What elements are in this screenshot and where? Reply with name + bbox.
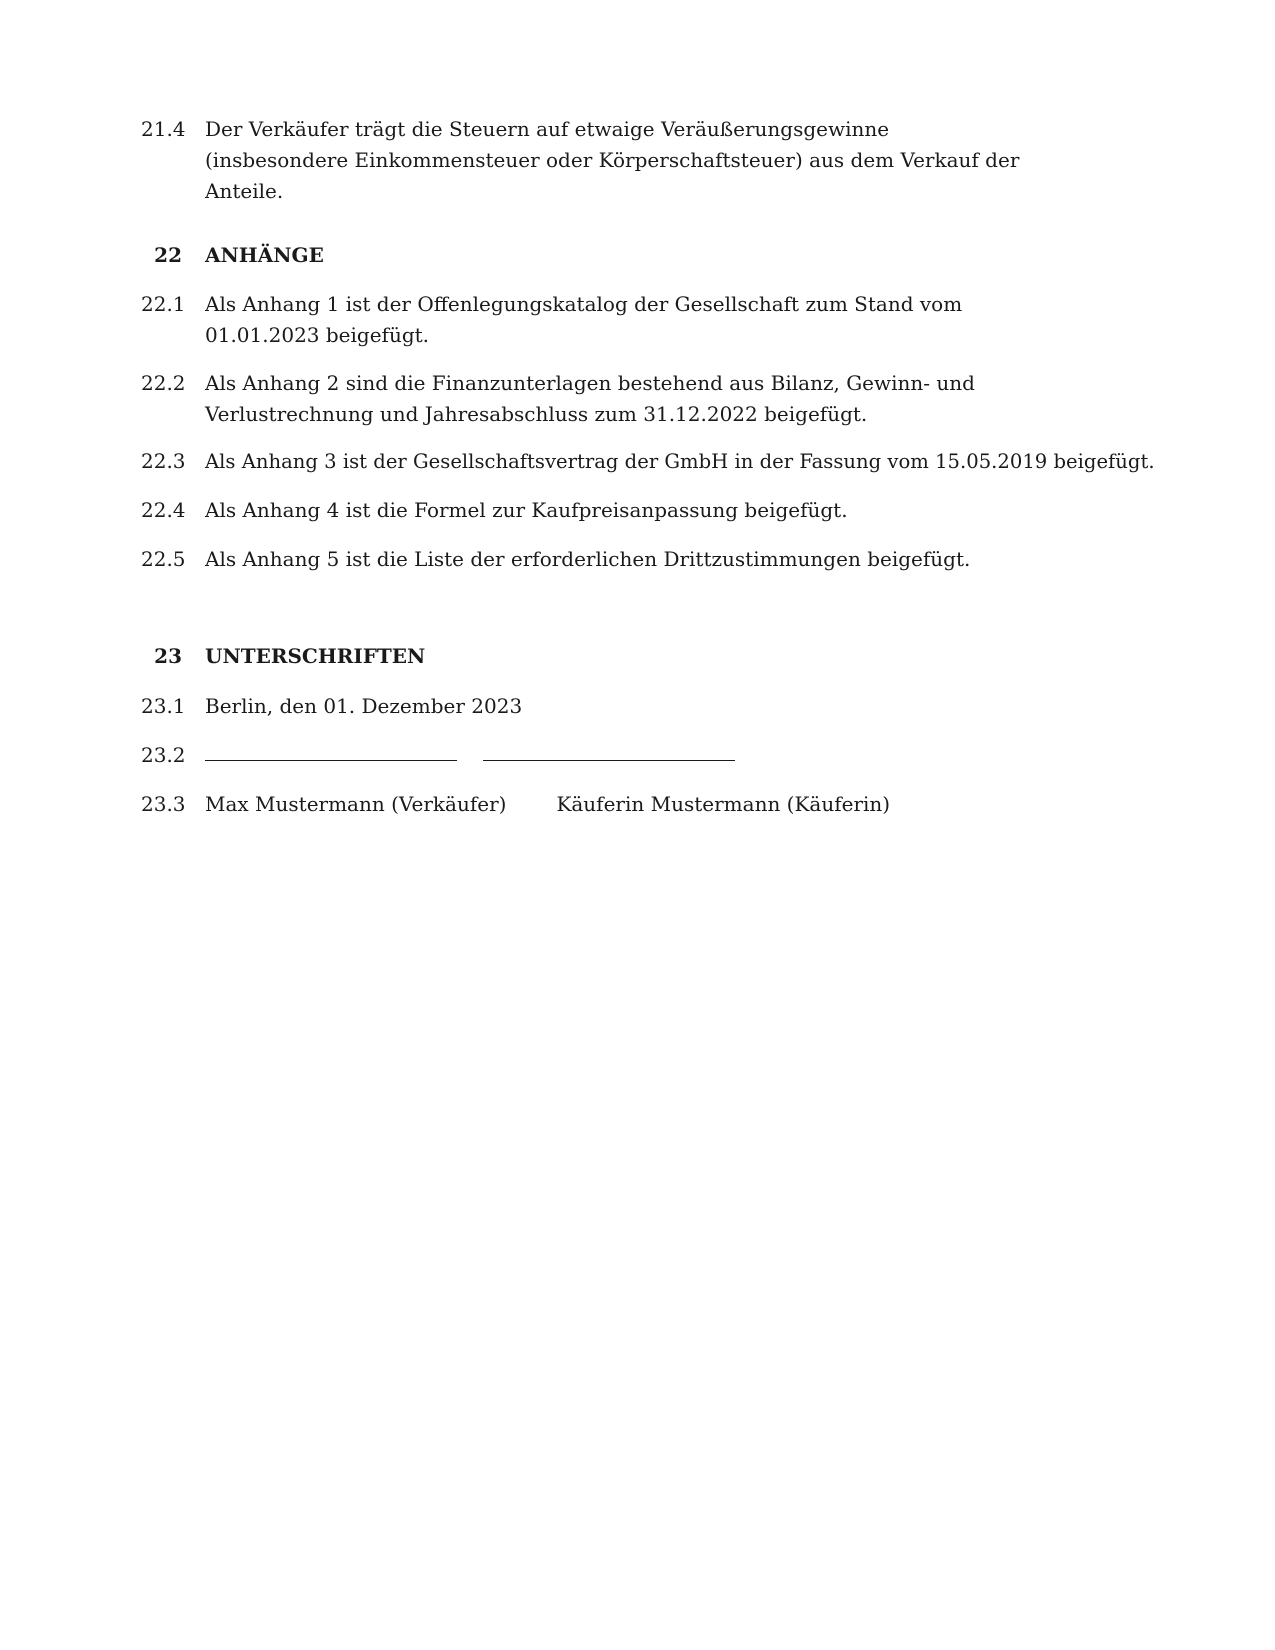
buyer-signature-line: [483, 740, 735, 761]
signatory-names: [205, 789, 1151, 820]
clause-number: 21.4: [141, 117, 186, 141]
clause-number: 23.2: [141, 743, 186, 767]
clause-number: 23.1: [141, 694, 186, 718]
clause-number: 22.3: [141, 449, 186, 473]
seller-signature-line: [205, 740, 457, 761]
clause-text: Als Anhang 2 sind die Finanzunterlagen bestehend aus Bilanz, Gewinn- und Verlustrechnung und Jahresabschluss zum 31.12.2022 beigefügt.: [205, 371, 975, 426]
clause-number: 22.2: [141, 371, 186, 395]
clause-23-3: [141, 789, 1151, 820]
clause-number: 22.5: [141, 547, 186, 571]
clause-22-2: [141, 368, 1151, 430]
clause-22-4: [141, 495, 1151, 526]
buyer-name: Käuferin Mustermann (Käuferin): [556, 792, 891, 816]
section-heading-23: [141, 641, 1151, 672]
clause-text: Als Anhang 1 ist der Offenlegungskatalog der Gesellschaft zum Stand vom 01.01.2023 beigefügt.: [205, 292, 963, 347]
clause-22-1: [141, 289, 1151, 351]
section-title: UNTERSCHRIFTEN: [205, 644, 426, 668]
clause-23-1: [141, 691, 1151, 722]
clause-text: Der Verkäufer trägt die Steuern auf etwaige Veräußerungsgewinne (insbesondere Einkommensteuer oder Körperschaftsteuer) aus dem Verkauf der Anteile.: [205, 117, 1020, 203]
section-number: 22: [154, 243, 182, 267]
clause-21-4: [141, 114, 1151, 207]
clause-23-2: [141, 740, 1151, 771]
clause-text: Als Anhang 5 ist die Liste der erforderlichen Drittzustimmungen beigefügt.: [205, 547, 971, 571]
seller-name: Max Mustermann (Verkäufer): [205, 792, 507, 816]
signing-place-date: Berlin, den 01. Dezember 2023: [205, 694, 523, 718]
clause-text: Als Anhang 3 ist der Gesellschaftsvertrag der GmbH in der Fassung vom 15.05.2019 beigefügt.: [205, 450, 1155, 473]
clause-number: 22.1: [141, 292, 186, 316]
clause-number: 22.4: [141, 498, 186, 522]
clause-number: 23.3: [141, 792, 186, 816]
section-number: 23: [154, 644, 182, 668]
section-title: ANHÄNGE: [205, 243, 324, 267]
clause-22-5: [141, 544, 1151, 575]
section-heading-22: [141, 240, 1151, 271]
signature-lines: [205, 740, 1151, 771]
clause-22-3: [141, 446, 1155, 477]
clause-text: Als Anhang 4 ist die Formel zur Kaufpreisanpassung beigefügt.: [205, 498, 848, 522]
